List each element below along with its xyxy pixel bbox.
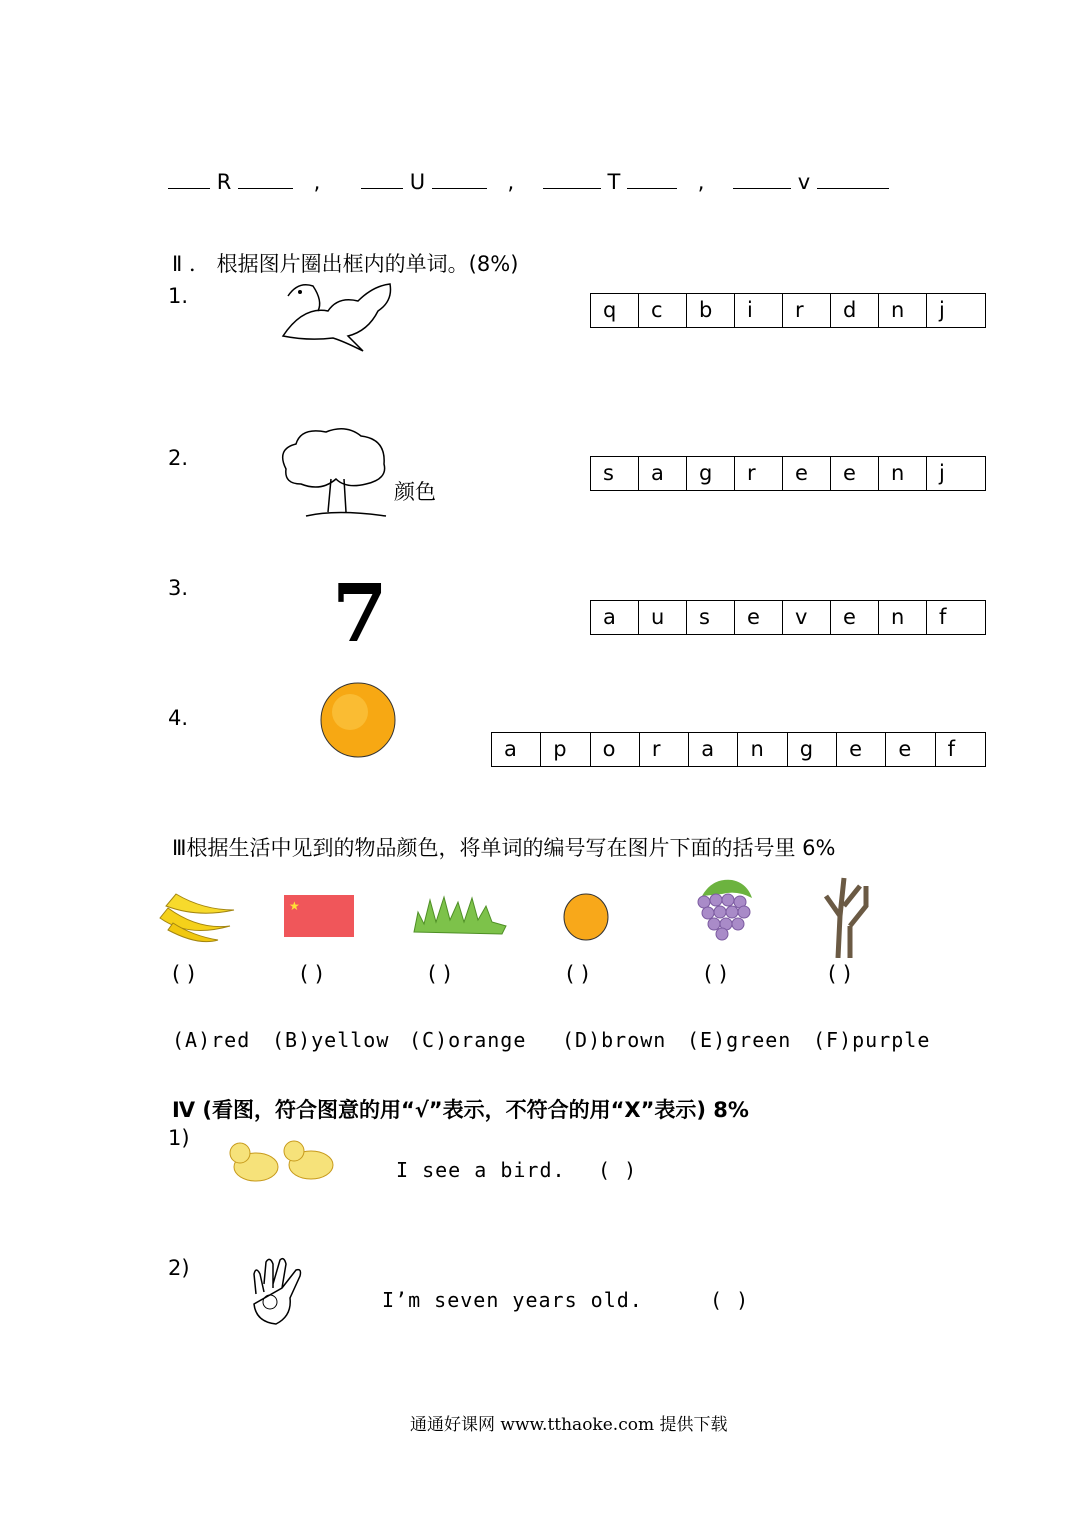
letter-cell[interactable]: v bbox=[783, 601, 831, 634]
answer-bracket[interactable]: ( ) bbox=[428, 962, 452, 986]
letter-cell[interactable]: f bbox=[939, 605, 947, 629]
answer-bracket[interactable]: ( ) bbox=[710, 1288, 750, 1312]
letter-grid bbox=[491, 732, 986, 767]
letter: R bbox=[216, 170, 232, 194]
orange-icon bbox=[562, 892, 610, 942]
letter-cell[interactable]: n bbox=[879, 294, 927, 327]
chinese-flag-icon bbox=[284, 895, 354, 937]
letter-cell[interactable]: a bbox=[639, 457, 687, 490]
color-options-row bbox=[172, 1028, 930, 1052]
seven-image: 7 bbox=[332, 566, 388, 660]
blank[interactable] bbox=[238, 168, 293, 189]
blank[interactable] bbox=[733, 168, 791, 189]
letter-cell[interactable]: f bbox=[947, 737, 956, 761]
blank[interactable] bbox=[168, 168, 210, 189]
letter-cell[interactable]: r bbox=[735, 457, 783, 490]
letter-cell[interactable]: r bbox=[640, 733, 689, 766]
letter-cell[interactable]: e bbox=[886, 733, 935, 766]
answer-bracket[interactable]: ( ) bbox=[300, 962, 324, 986]
answer-bracket[interactable]: ( ) bbox=[172, 962, 196, 986]
letter-cell[interactable]: p bbox=[541, 733, 590, 766]
letter-cell[interactable]: r bbox=[783, 294, 831, 327]
letter-cell[interactable]: n bbox=[738, 733, 787, 766]
letter-cell[interactable]: q bbox=[591, 294, 639, 327]
letter-cell[interactable]: s bbox=[687, 601, 735, 634]
answer-bracket[interactable]: ( ) bbox=[566, 962, 590, 986]
color-option: (D)brown bbox=[562, 1028, 667, 1052]
letter-cell[interactable]: n bbox=[879, 457, 927, 490]
answer-bracket[interactable]: ( ) bbox=[598, 1158, 638, 1182]
letter: U bbox=[409, 170, 426, 194]
hand-icon bbox=[246, 1254, 310, 1328]
color-option: (E)green bbox=[687, 1028, 792, 1052]
letter-cell[interactable]: e bbox=[831, 457, 879, 490]
letter-cell[interactable]: n bbox=[879, 601, 927, 634]
letter-cell[interactable]: i bbox=[735, 294, 783, 327]
section-4-heading: Ⅳ (看图，符合图意的用“√”表示，不符合的用“X”表示) 8% bbox=[172, 1098, 749, 1122]
grass-icon bbox=[412, 892, 508, 936]
footer-credit: 通通好课网 www.tthaoke.com 提供下载 bbox=[410, 1415, 728, 1435]
letter-cell[interactable]: g bbox=[687, 457, 735, 490]
letter-cell[interactable]: o bbox=[591, 733, 640, 766]
item-number: 3. bbox=[168, 576, 189, 600]
color-option: (C)orange bbox=[409, 1028, 527, 1052]
item-number: 1. bbox=[168, 284, 189, 308]
letter-grid bbox=[590, 456, 986, 491]
color-option: (A)red bbox=[172, 1028, 251, 1052]
letter-cell[interactable]: a bbox=[689, 733, 738, 766]
letter-cell[interactable]: d bbox=[831, 294, 879, 327]
section-3-heading: Ⅲ根据生活中见到的物品颜色，将单词的编号写在图片下面的括号里 6% bbox=[172, 836, 836, 860]
answer-bracket[interactable]: ( ) bbox=[704, 962, 728, 986]
letter-cell[interactable]: a bbox=[492, 733, 541, 766]
blank[interactable] bbox=[543, 168, 601, 189]
blank[interactable] bbox=[361, 168, 403, 189]
letter-cell[interactable]: e bbox=[831, 601, 879, 634]
grapes-icon bbox=[692, 878, 756, 942]
color-option: (F)purple bbox=[813, 1028, 931, 1052]
bird-icon bbox=[278, 276, 396, 354]
sentence: I see a bird. bbox=[396, 1158, 566, 1182]
letter-blanks-row bbox=[168, 168, 889, 194]
tree-trunk-icon bbox=[820, 876, 872, 958]
tree-icon bbox=[276, 424, 391, 522]
item-number: 2) bbox=[168, 1256, 190, 1280]
letter-cell[interactable]: u bbox=[639, 601, 687, 634]
answer-bracket[interactable]: ( ) bbox=[828, 962, 852, 986]
letter-cell[interactable]: e bbox=[837, 733, 886, 766]
item-number: 2. bbox=[168, 446, 189, 470]
color-option: (B)yellow bbox=[272, 1028, 390, 1052]
section-2-heading: Ⅱ ． 根据图片圈出框内的单词。(8%) bbox=[172, 252, 519, 276]
separator: , bbox=[697, 170, 705, 194]
separator: , bbox=[313, 170, 321, 194]
answer-brackets-row bbox=[172, 962, 892, 986]
svg-text:★: ★ bbox=[289, 899, 300, 913]
letter-cell[interactable]: g bbox=[788, 733, 837, 766]
letter-grid bbox=[590, 293, 986, 328]
letter-cell[interactable]: b bbox=[687, 294, 735, 327]
letter-cell[interactable]: e bbox=[783, 457, 831, 490]
separator: , bbox=[507, 170, 515, 194]
letter-cell[interactable]: j bbox=[939, 461, 945, 485]
letter-cell[interactable]: a bbox=[591, 601, 639, 634]
letter-cell[interactable]: j bbox=[939, 298, 945, 322]
item-number: 1) bbox=[168, 1126, 190, 1150]
blank[interactable] bbox=[432, 168, 487, 189]
blank[interactable] bbox=[817, 168, 889, 189]
letter-grid bbox=[590, 600, 986, 635]
letter-cell[interactable]: c bbox=[639, 294, 687, 327]
letter: v bbox=[797, 170, 811, 194]
banana-icon bbox=[158, 888, 236, 943]
letter: T bbox=[607, 170, 621, 194]
letter-cell[interactable]: s bbox=[591, 457, 639, 490]
two-birds-icon bbox=[226, 1135, 338, 1189]
sentence: I’m seven years old. bbox=[382, 1288, 643, 1312]
item-number: 4. bbox=[168, 706, 189, 730]
blank[interactable] bbox=[627, 168, 677, 189]
orange-icon bbox=[318, 680, 398, 760]
color-caption: 颜色 bbox=[394, 480, 436, 504]
letter-cell[interactable]: e bbox=[735, 601, 783, 634]
